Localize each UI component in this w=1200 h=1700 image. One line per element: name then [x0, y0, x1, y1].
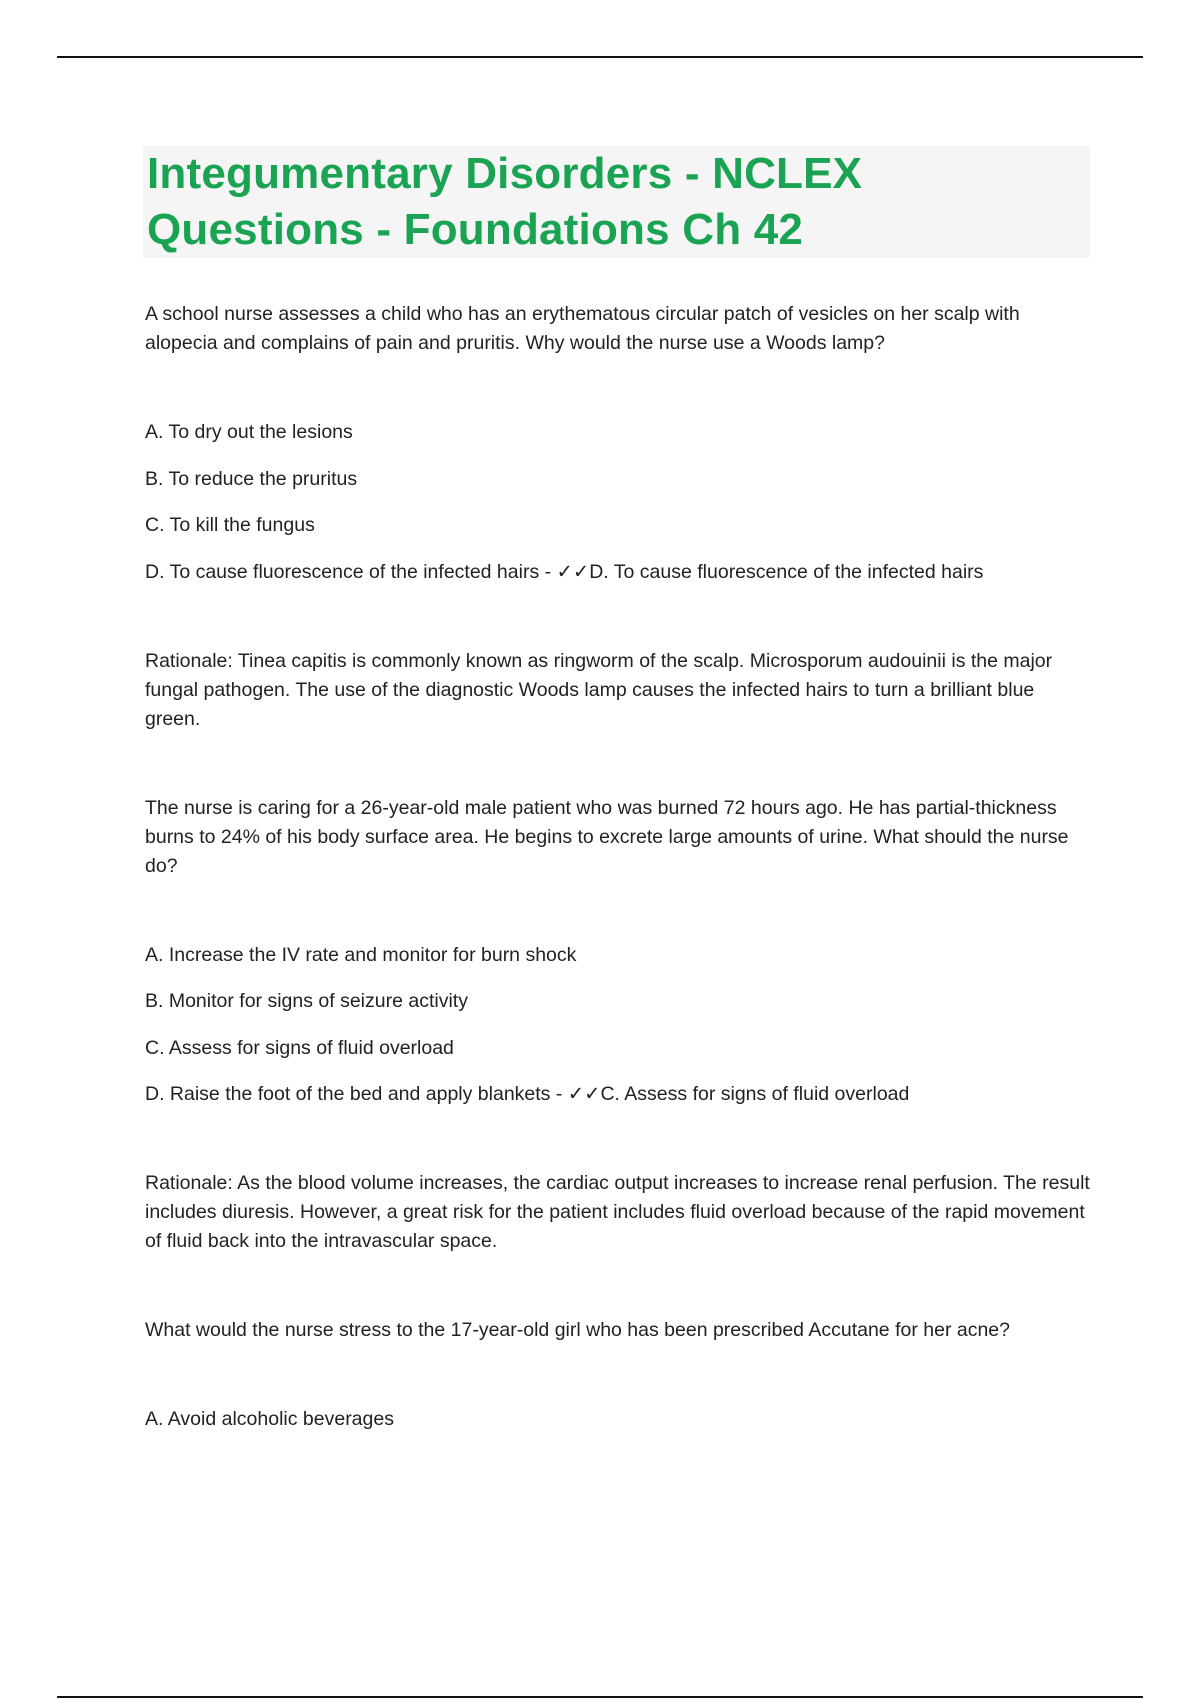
answer-option: C. Assess for signs of fluid overload — [145, 1036, 454, 1059]
question-text: What would the nurse stress to the 17-year-old girl who has been prescribed Accutane for her acne? — [145, 1319, 1010, 1341]
answer-option: B. To reduce the pruritus — [145, 467, 358, 490]
title-line-2: Questions - Foundations Ch 42 — [147, 205, 804, 254]
question-text: The nurse is caring for a 26-year-old male patient who was burned 72 hours ago. He has partial-thickness burns to 24% of his body surface area. He begins to excrete large amounts of urine. What should the nurse do? — [145, 796, 1069, 877]
correct-answer: C. Assess for signs of fluid overload — [600, 1083, 910, 1105]
rationale-text: Rationale: As the blood volume increases, the cardiac output increases to increase renal perfusion. The result includes diuresis. However, a great risk for the patient includes fluid overload because of the rapid movement of fluid back into the intravascular space. — [145, 1172, 1090, 1252]
answer-option: C. To kill the fungus — [145, 514, 315, 536]
bottom-rule — [57, 1696, 1143, 1698]
question-text: A school nurse assesses a child who has an erythematous circular patch of vesicles on her scalp with alopecia and complains of pain and pruritis. Why would the nurse use a Woods lamp? — [145, 303, 1020, 354]
answer-option-with-key — [145, 1080, 1090, 1109]
document-body — [145, 300, 1090, 1452]
answer-option-text: D. To cause fluorescence of the infected hairs - — [145, 560, 557, 583]
title-banner — [143, 146, 1090, 258]
check-mark-icon: ✓✓ — [567, 1083, 601, 1105]
answer-option-with-key — [145, 558, 1090, 587]
correct-answer: D. To cause fluorescence of the infected hairs — [589, 560, 984, 583]
answer-option: A. Avoid alcoholic beverages — [145, 1408, 394, 1430]
top-rule — [57, 56, 1143, 58]
rationale-text: Rationale: Tinea capitis is commonly known as ringworm of the scalp. Microsporum audouinii is the major fungal pathogen. The use of the diagnostic Woods lamp causes the infected hairs to turn a brilliant blue green. — [145, 649, 1053, 730]
page-title — [147, 146, 1086, 258]
answer-option: A. Increase the IV rate and monitor for burn shock — [145, 943, 577, 966]
check-mark-icon: ✓✓ — [556, 560, 590, 583]
answer-option-text: D. Raise the foot of the bed and apply blankets - — [145, 1083, 568, 1105]
title-line-1: Integumentary Disorders - NCLEX — [147, 149, 863, 198]
answer-option: B. Monitor for signs of seizure activity — [145, 990, 468, 1012]
answer-option: A. To dry out the lesions — [145, 421, 353, 443]
